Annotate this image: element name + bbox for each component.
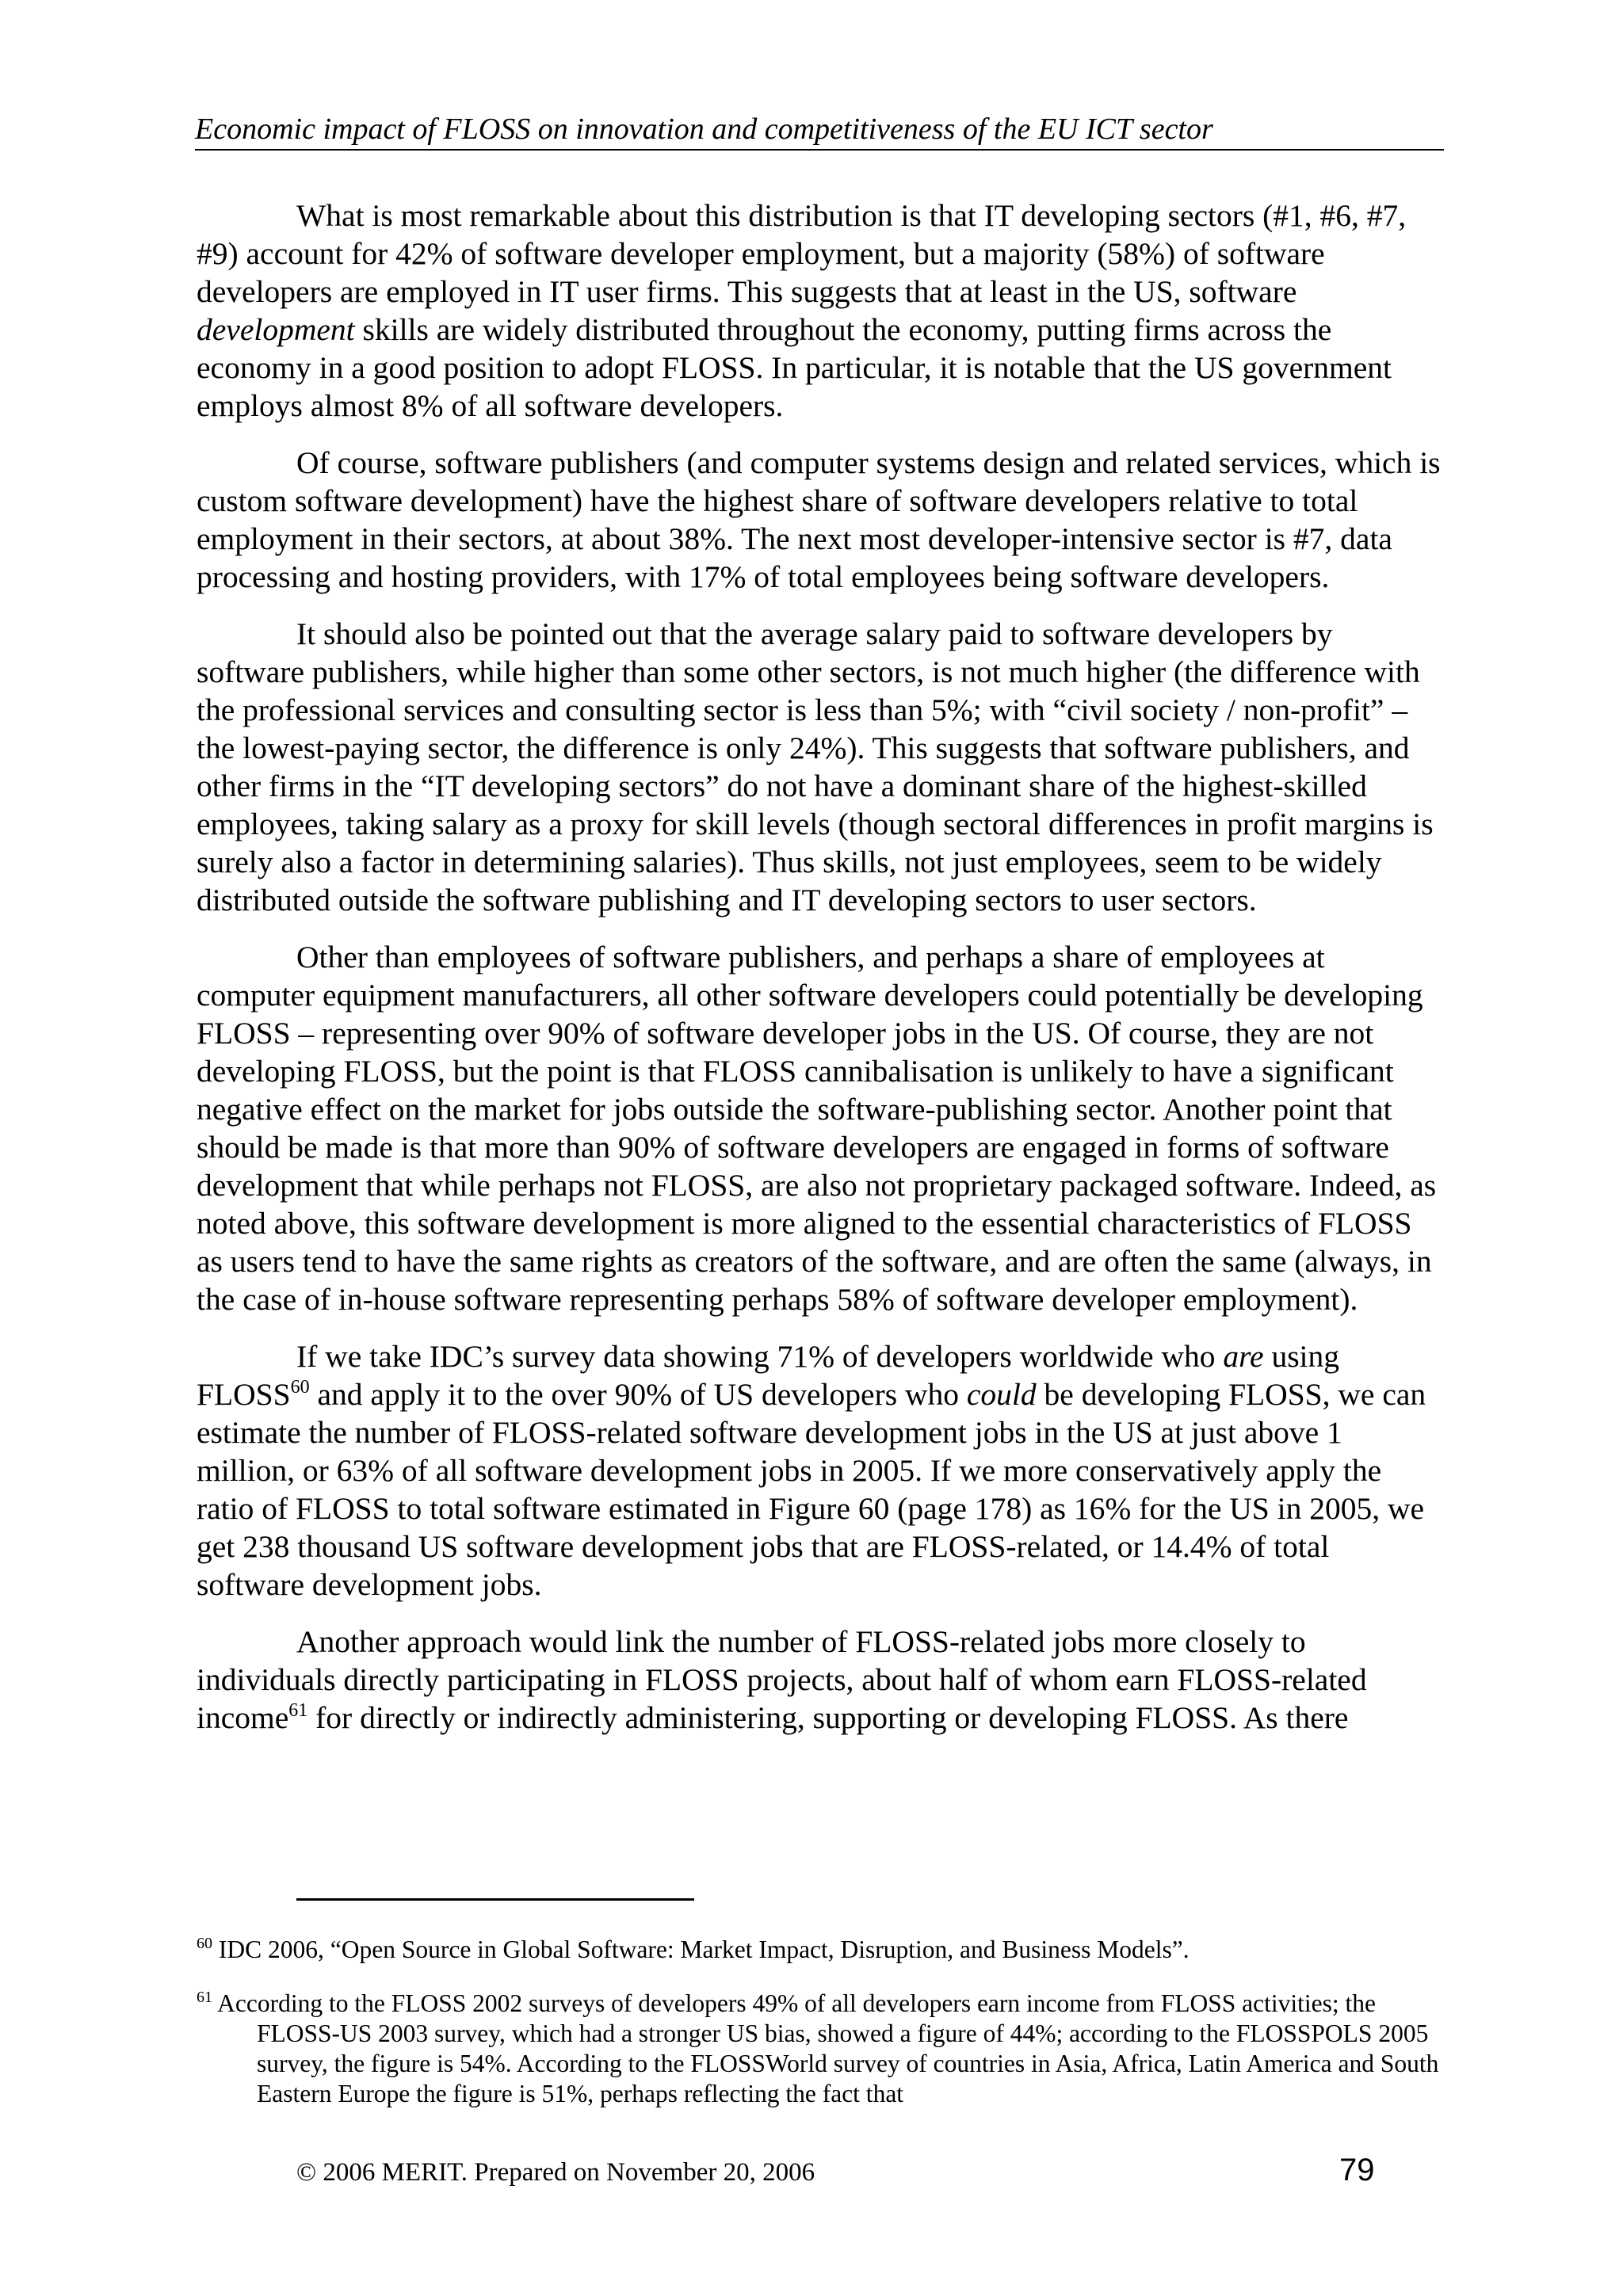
- footnote-number: 61: [197, 1989, 212, 2006]
- footnote-ref-60[interactable]: 60: [290, 1377, 310, 1398]
- footnote-text: IDC 2006, “Open Source in Global Software: Market Impact, Disruption, and Business Models”.: [212, 1936, 1190, 1963]
- page-number: 79: [1339, 2153, 1375, 2187]
- paragraph-1-emphasis: development: [197, 312, 355, 347]
- paragraph-6: [197, 1623, 1445, 1737]
- paragraph-5-text-d: be developing FLOSS, we can estimate the number of FLOSS-related software development jobs in the US at just above 1 million, or 63% of all software development jobs in 2005. If we more conservatively apply the ratio of FLOSS to total software estimated in Figure 60 (page 178) as 16% for the US in 2005, we get 238 thousand US software development jobs that are FLOSS-related, or 14.4% of total software development jobs.: [197, 1377, 1426, 1602]
- paragraph-1-text-b: skills are widely distributed throughout the economy, putting firms across the economy in a good position to adopt FLOSS. In particular, it is notable that the US government employs almost 8% of all software developers.: [197, 312, 1392, 423]
- paragraph-5-text-c: and apply it to the over 90% of US developers who: [309, 1377, 967, 1412]
- paragraph-3: It should also be pointed out that the average salary paid to software developers by software publishers, while higher than some other sectors, is not much higher (the difference with the professional services and consulting sector is less than 5%; with “civil society / non-profit” – the lowest-paying sector, the difference is only 24%). This suggests that software publishers, and other firms in the “IT developing sectors” do not have a dominant share of the highest-skilled employees, taking salary as a proxy for skill levels (though sectoral differences in profit margins is surely also a factor in determining salaries). Thus skills, not just employees, seem to be widely distributed outside the software publishing and IT developing sectors to user sectors.: [197, 616, 1434, 917]
- paragraph-6-text-a: Another approach would link the number of FLOSS-related jobs more closely to individuals directly participating in FLOSS projects, about half of whom earn FLOSS-related income: [197, 1624, 1367, 1735]
- footnote-60: [197, 1935, 1445, 1965]
- running-title: Economic impact of FLOSS on innovation and competitiveness of the EU ICT sector: [195, 113, 1213, 146]
- paragraph-5-emphasis-could: could: [966, 1377, 1037, 1412]
- paragraph-1: [197, 196, 1445, 425]
- paragraph-5: [197, 1337, 1445, 1604]
- running-header: [195, 111, 1444, 151]
- paragraph-6-text-b: for directly or indirectly administering, supporting or developing FLOSS. As there: [307, 1700, 1349, 1735]
- footnote-number: 60: [197, 1935, 212, 1952]
- paragraph-5-emphasis-are: are: [1223, 1339, 1264, 1374]
- paragraph-2: Of course, software publishers (and computer systems design and related services, which is custom software development) have the highest share of software developers relative to total employment in their sectors, at about 38%. The next most developer-intensive sector is #7, data processing and hosting providers, with 17% of total employees being software developers.: [197, 445, 1441, 594]
- footnote-separator: [296, 1898, 694, 1901]
- footnote-61: [197, 1989, 1445, 2109]
- footnotes: [197, 1935, 1445, 2133]
- footnote-ref-61[interactable]: 61: [288, 1700, 308, 1721]
- paragraph-5-text-a: If we take IDC’s survey data showing 71% of developers worldwide who: [296, 1339, 1224, 1374]
- paragraph-5-text-b: using FLOSS: [197, 1339, 1340, 1412]
- footer-copyright: © 2006 MERIT. Prepared on November 20, 2006: [296, 2158, 815, 2187]
- paragraph-4: Other than employees of software publishers, and perhaps a share of employees at computer equipment manufacturers, all other software developers could potentially be developing FLOSS – representing over 90% of software developer jobs in the US. Of course, they are not developing FLOSS, but the point is that FLOSS cannibalisation is unlikely to have a significant negative effect on the market for jobs outside the software-publishing sector. Another point that should be made is that more than 90% of software developers are engaged in forms of software development that while perhaps not FLOSS, are also not proprietary packaged software. Indeed, as noted above, this software development is more aligned to the essential characteristics of FLOSS as users tend to have the same rights as creators of the software, and are often the same (always, in the case of in-house software representing perhaps 58% of software developer employment).: [197, 940, 1437, 1317]
- footnote-text: According to the FLOSS 2002 surveys of developers 49% of all developers earn income from FLOSS activities; the FLOSS-US 2003 survey, which had a stronger US bias, showed a figure of 44%; according to the FLOSSPOLS 2005 survey, the figure is 54%. According to the FLOSSWorld survey of countries in Asia, Africa, Latin America and South Eastern Europe the figure is 51%, perhaps reflecting the fact that: [212, 1989, 1439, 2107]
- paragraph-1-text-a: What is most remarkable about this distribution is that IT developing sectors (#1, #6, #7, #9) account for 42% of software developer employment, but a majority (58%) of software developers are employed in IT user firms. This suggests that at least in the US, software: [197, 198, 1407, 309]
- main-text: [197, 196, 1445, 1756]
